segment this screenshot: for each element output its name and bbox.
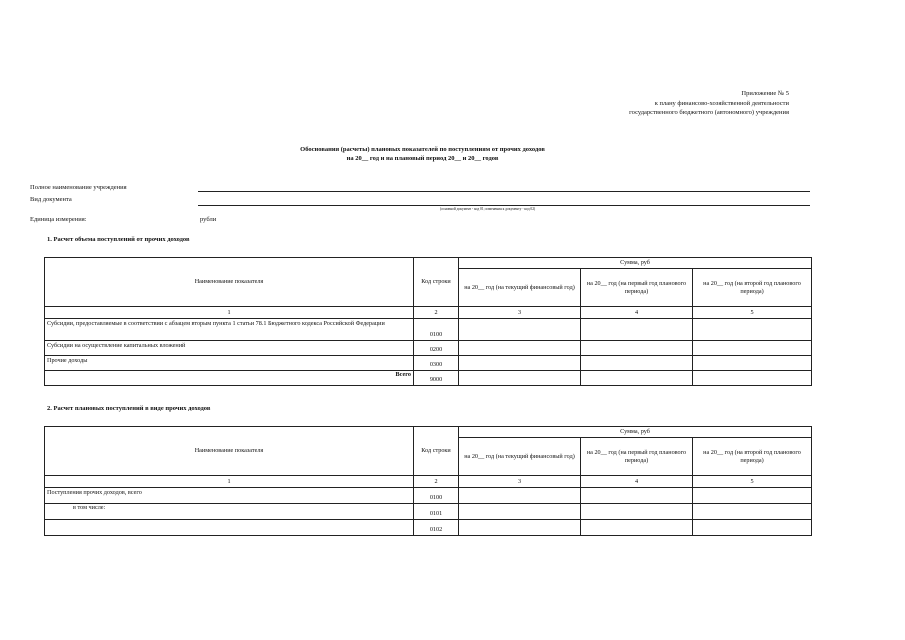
appendix-line-2: к плану финансово-хозяйственной деятельности [654,99,789,107]
value-cell[interactable] [693,356,812,371]
table-row [45,488,812,504]
value-cell[interactable] [459,341,581,356]
value-cell[interactable] [581,504,693,520]
row-code: 0300 [414,356,459,371]
value-cell[interactable] [459,371,581,386]
row-code: 0100 [414,319,459,341]
column-number: 1 [45,307,414,319]
header-name: Наименование показателя [45,258,414,307]
row-name: Поступления прочих доходов, всего [45,488,414,504]
column-number: 1 [45,476,414,488]
row-total-label: Всего [45,371,414,386]
value-cell[interactable] [459,356,581,371]
section-2-table [44,426,812,536]
header-year-current: на 20__ год (на текущий финансовый год) [459,438,581,476]
unit-label: Единица измерения: [30,216,87,223]
doc-type-label: Вид документа [30,196,72,203]
value-cell[interactable] [459,520,581,536]
header-sum: Сумма, руб [459,427,812,438]
title-line-2: на 20__ год и на плановый период 20__ и 20__ годов [346,155,499,162]
title-line-1: Обоснования (расчеты) плановых показателей по поступлениям от прочих доходов [300,146,545,153]
value-cell[interactable] [581,341,693,356]
table-row [45,504,812,520]
header-code: Код строки [414,427,459,476]
row-code: 0100 [414,488,459,504]
table-row [45,520,812,536]
row-code: 9000 [414,371,459,386]
table-row [45,341,812,356]
doc-type-hint: (основной документ - код 01; изменения к документу - код 02) [440,207,536,211]
header-year-current: на 20__ год (на текущий финансовый год) [459,269,581,307]
value-cell[interactable] [459,504,581,520]
institution-line[interactable] [198,191,810,192]
row-code: 0200 [414,341,459,356]
row-code: 0102 [414,520,459,536]
section-1-table [44,257,812,386]
row-name: в том числе: [45,504,414,520]
row-name [45,520,414,536]
value-cell[interactable] [459,319,581,341]
document-title [0,145,845,163]
column-number: 5 [693,307,812,319]
institution-label: Полное наименование учреждения [30,184,127,191]
column-number: 4 [581,476,693,488]
header-year-second: на 20__ год (на второй год планового периода) [693,438,812,476]
value-cell[interactable] [581,319,693,341]
table-row [45,319,812,341]
value-cell[interactable] [693,504,812,520]
section-2-title: 2. Расчет плановых поступлений в виде прочих доходов [47,405,211,412]
row-name: Прочие доходы [45,356,414,371]
column-number: 2 [414,307,459,319]
column-number: 2 [414,476,459,488]
row-name: Субсидии, предоставляемые в соответствии с абзацем вторым пункта 1 статьи 78.1 Бюджетного кодекса Российской Федерации [45,319,414,341]
value-cell[interactable] [693,371,812,386]
value-cell[interactable] [459,488,581,504]
value-cell[interactable] [693,488,812,504]
unit-value: рубли [200,216,217,223]
header-year-first: на 20__ год (на первый год планового периода) [581,438,693,476]
section-1-title: 1. Расчет объема поступлений от прочих доходов [47,236,190,243]
value-cell[interactable] [693,341,812,356]
header-sum: Сумма, руб [459,258,812,269]
column-number: 3 [459,476,581,488]
column-number: 5 [693,476,812,488]
appendix-number: Приложение № 5 [741,90,789,97]
header-year-first: на 20__ год (на первый год планового периода) [581,269,693,307]
row-name: Субсидии на осуществление капитальных вложений [45,341,414,356]
value-cell[interactable] [581,371,693,386]
header-year-second: на 20__ год (на второй год планового периода) [693,269,812,307]
value-cell[interactable] [581,488,693,504]
value-cell[interactable] [581,520,693,536]
value-cell[interactable] [693,520,812,536]
column-number: 4 [581,307,693,319]
row-code: 0101 [414,504,459,520]
value-cell[interactable] [693,319,812,341]
header-code: Код строки [414,258,459,307]
column-number: 3 [459,307,581,319]
appendix-header [489,89,789,118]
table-row [45,371,812,386]
table-row [45,356,812,371]
appendix-line-3: государственного бюджетного (автономного) учреждения [629,109,789,116]
doc-type-line[interactable] [198,205,810,206]
header-name: Наименование показателя [45,427,414,476]
value-cell[interactable] [581,356,693,371]
